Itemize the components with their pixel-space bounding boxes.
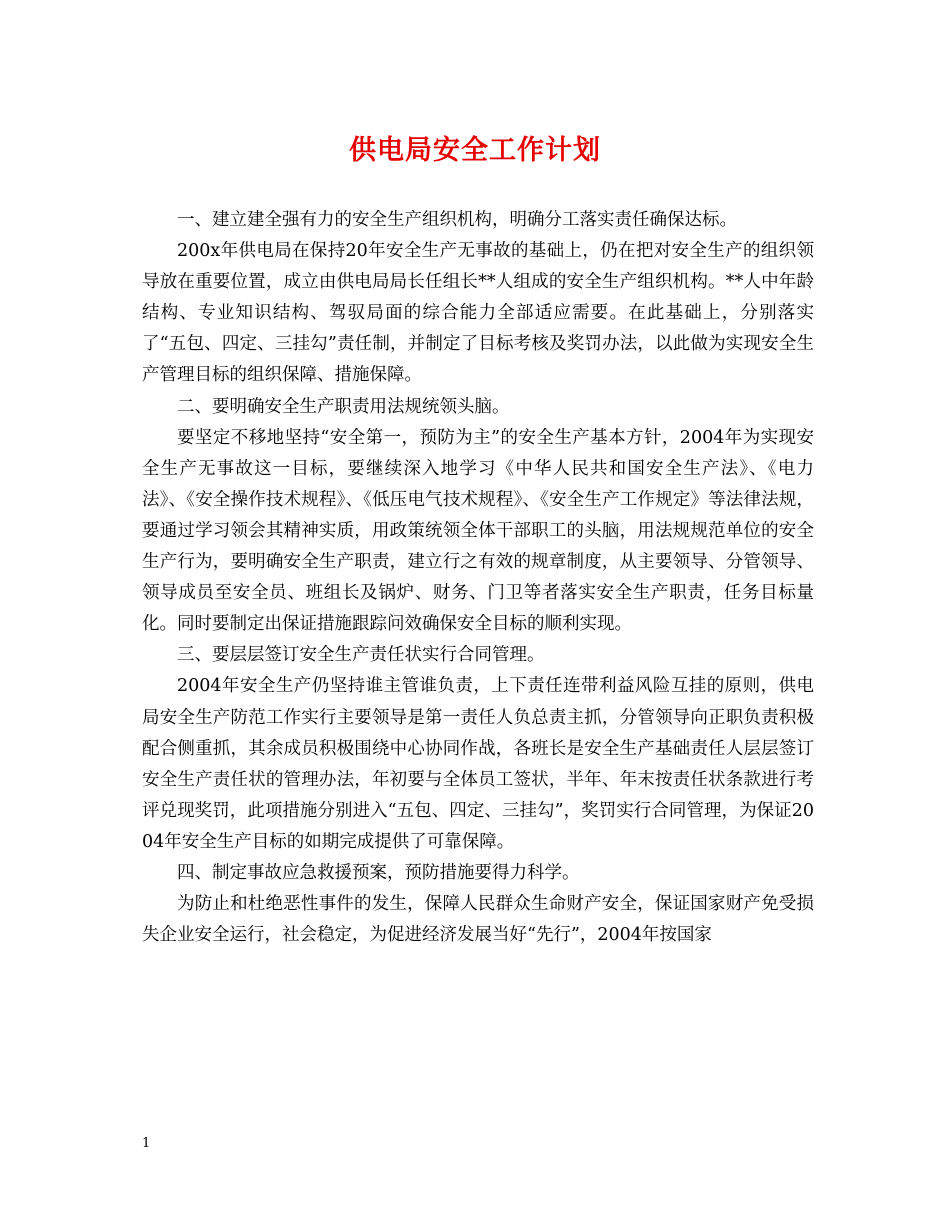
body-paragraph: 2004年安全生产仍坚持谁主管谁负责，上下责任连带利益风险互挂的原则，供电局安全生产防范工作实行主要领导是第一责任人负总责主抓，分管领导向正职负责积极配合侧重抓，其余成员积极围绕中心协同作战，各班长是安全生产基础责任人层层签订安全生产责任状的管理办法，年初要与全体员工签状，半年、年末按责任状条款进行考评兑现奖罚，此项措施分别进入“五包、四定、三挂勾”，奖罚实行合同管理，为保证2004年安全生产目标的如期完成提供了可靠保障。 [142, 676, 814, 852]
document-body [142, 205, 814, 951]
section-heading-4: 四、制定事故应急救援预案，预防措施要得力科学。 [177, 862, 580, 883]
section-heading-2: 二、要明确安全生产职责用法规统领头脑。 [177, 396, 510, 417]
body-paragraph: 200x年供电局在保持20年安全生产无事故的基础上，仍在把对安全生产的组织领导放在重要位置，成立由供电局局长任组长**人组成的安全生产组织机构。**人中年龄结构、专业知识结构、驾驭局面的综合能力全部适应需要。在此基础上，分别落实了“五包、四定、三挂勾”责任制，并制定了目标考核及奖罚办法，以此做为实现安全生产管理目标的组织保障、措施保障。 [142, 241, 814, 386]
page-number: 1 [142, 1136, 151, 1151]
section-heading-3: 三、要层层签订安全生产责任状实行合同管理。 [177, 645, 545, 666]
section-heading-1: 一、建立建全强有力的安全生产组织机构，明确分工落实责任确保达标。 [177, 210, 737, 230]
body-paragraph: 为防止和杜绝恶性事件的发生，保障人民群众生命财产安全，保证国家财产免受损失企业安全运行，社会稳定，为促进经济发展当好“先行”，2004年按国家 [142, 894, 814, 946]
body-paragraph: 要坚定不移地坚持“安全第一，预防为主”的安全生产基本方针，2004年为实现安全生产无事故这一目标，要继续深入地学习《中华人民共和国安全生产法》、《电力法》、《安全操作技术规程》、《低压电气技术规程》、《安全生产工作规定》等法律法规，要通过学习领会其精神实质，用政策统领全体干部职工的头脑，用法规规范单位的安全生产行为，要明确安全生产职责，建立行之有效的规章制度，从主要领导、分管领导、领导成员至安全员、班组长及锅炉、财务、门卫等者落实安全生产职责，任务目标量化。同时要制定出保证措施跟踪问效确保安全目标的顺利实现。 [142, 427, 814, 635]
document-title: 供电局安全工作计划 [349, 135, 601, 166]
